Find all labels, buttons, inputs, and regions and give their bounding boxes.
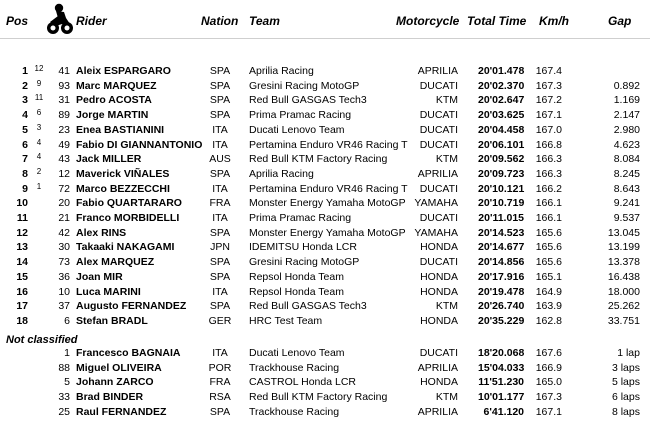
rider-name: Francesco BAGNAIA [76,347,181,359]
rider-number: 33 [58,391,70,403]
rider-number: 12 [58,168,70,180]
team: Red Bull KTM Factory Racing [249,153,388,165]
position: 3 [22,94,28,106]
header-kmh: Km/h [539,14,569,28]
header-team: Team [249,14,280,28]
team: Ducati Lenovo Team [249,124,345,136]
motorcycle: HONDA [420,376,458,388]
speed-kmh: 163.9 [535,300,562,312]
motorcycle: APRILIA [417,168,458,180]
total-time: 20'03.625 [478,109,525,121]
nation: SPA [209,94,231,106]
speed-kmh: 166.3 [535,153,562,165]
motorcycle: DUCATI [419,212,458,224]
rider-name: Pedro ACOSTA [76,94,152,106]
table-row [0,270,650,285]
team: Monster Energy Yamaha MotoGP [249,227,406,239]
total-time: 11'51.230 [478,376,524,388]
table-row [0,375,650,390]
total-time: 20'19.478 [478,286,525,298]
table-row [0,226,650,241]
speed-kmh: 167.1 [535,109,562,121]
total-time: 20'09.562 [478,153,525,165]
gap: 1.169 [613,94,640,106]
position: 12 [16,227,28,239]
position: 8 [22,168,28,180]
team: Trackhouse Racing [249,362,340,374]
grid-position: 9 [36,79,42,88]
grid-position: 4 [36,138,42,147]
total-time: 20'02.370 [478,80,525,92]
team: Gresini Racing MotoGP [249,80,360,92]
nation: ITA [212,124,228,136]
position: 6 [22,139,28,151]
nation: ITA [212,286,228,298]
rider-name: Augusto FERNANDEZ [76,300,187,312]
motorcycle: HONDA [420,241,458,253]
gap: 8 laps [611,406,640,418]
total-time: 20'02.647 [478,94,525,106]
nation: SPA [209,227,231,239]
motorcycle: HONDA [420,286,458,298]
table-row [0,314,650,329]
speed-kmh: 165.1 [535,271,562,283]
rider-name: Aleix ESPARGARO [76,65,171,77]
table-row [0,123,650,138]
grid-position: 1 [36,182,42,191]
rider-name: Fabio DI GIANNANTONIO [76,139,203,151]
rider-name: Fabio QUARTARARO [76,197,182,209]
rider-name: Takaaki NAKAGAMI [76,241,175,253]
table-row [0,196,650,211]
rider-name: Alex MARQUEZ [76,256,155,268]
header-nation: Nation [201,14,239,28]
rider-name: Maverick VIÑALES [76,168,170,180]
gap: 18.000 [607,286,640,298]
motorcycle: DUCATI [419,256,458,268]
nation: JPN [210,241,230,253]
team: Aprilia Racing [249,65,314,77]
table-row [0,79,650,94]
total-time: 20'10.719 [478,197,525,209]
team: Red Bull KTM Factory Racing [249,391,388,403]
motorcycle: YAMAHA [414,197,458,209]
speed-kmh: 165.0 [535,376,562,388]
total-time: 15'04.033 [478,362,525,374]
nation: SPA [209,168,231,180]
nation: RSA [209,391,231,403]
position: 13 [16,241,28,253]
rider-number: 23 [58,124,70,136]
position: 2 [22,80,28,92]
team: Monster Energy Yamaha MotoGP [249,197,406,209]
position: 5 [22,124,28,136]
grid-position: 6 [36,108,42,117]
rider-number: 25 [58,406,70,418]
not-classified-heading: Not classified [6,334,78,346]
grid-position: 3 [36,123,42,132]
team: Aprilia Racing [249,168,314,180]
motorcycle: DUCATI [419,109,458,121]
position: 10 [16,197,28,209]
rider-name: Jorge MARTIN [76,109,149,121]
speed-kmh: 167.0 [535,124,562,136]
nation: SPA [209,65,231,77]
table-row [0,346,650,361]
rider-name: Brad BINDER [76,391,144,403]
position: 14 [16,256,28,268]
total-time: 10'01.177 [478,391,525,403]
header-gap: Gap [608,14,632,28]
speed-kmh: 164.9 [535,286,562,298]
nation: SPA [209,109,231,121]
table-row [0,211,650,226]
grid-position: 2 [36,167,42,176]
speed-kmh: 167.2 [535,94,562,106]
team: CASTROL Honda LCR [249,376,356,388]
speed-kmh: 166.9 [535,362,562,374]
table-row [0,138,650,153]
table-row [0,361,650,376]
rider-number: 30 [58,241,70,253]
header-total-time: Total Time [467,14,527,28]
motorcycle: YAMAHA [414,227,458,239]
table-row [0,167,650,182]
position: 1 [22,65,28,77]
motorcycle: KTM [435,153,458,165]
gap: 3 laps [611,362,640,374]
grid-position: 11 [34,93,44,102]
nation: SPA [209,271,231,283]
position: 11 [16,212,28,224]
team: Red Bull GASGAS Tech3 [249,300,367,312]
total-time: 18'20.068 [478,347,525,359]
nation: ITA [212,139,228,151]
rider-name: Joan MIR [76,271,123,283]
table-row [0,299,650,314]
team: Gresini Racing MotoGP [249,256,360,268]
header-motorcycle: Motorcycle [396,14,460,28]
rider-name: Miguel OLIVEIRA [76,362,162,374]
rider-number: 42 [58,227,70,239]
gap: 8.084 [613,153,640,165]
gap: 2.147 [613,109,640,121]
rider-number: 72 [58,183,70,195]
header-pos: Pos [6,14,29,28]
rider-number: 6 [64,315,70,327]
gap: 16.438 [607,271,640,283]
rider-name: Marc MARQUEZ [76,80,157,92]
motorcycle: DUCATI [419,80,458,92]
table-row [0,240,650,255]
nation: SPA [209,300,231,312]
gap: 13.199 [607,241,640,253]
total-time: 20'17.916 [478,271,525,283]
rider-name: Luca MARINI [76,286,141,298]
team: Prima Pramac Racing [249,109,352,121]
gap: 8.245 [613,168,640,180]
table-row [0,255,650,270]
motorcycle: DUCATI [419,139,458,151]
gap: 9.241 [613,197,640,209]
table-row [0,405,650,420]
speed-kmh: 162.8 [535,315,562,327]
table-row [0,390,650,405]
motorcycle: DUCATI [419,124,458,136]
gap: 4.623 [613,139,640,151]
table-row [0,108,650,123]
speed-kmh: 165.6 [535,256,562,268]
speed-kmh: 166.2 [535,183,562,195]
total-time: 20'26.740 [478,300,525,312]
team: HRC Test Team [249,315,323,327]
total-time: 6'41.120 [483,406,524,418]
motorcycle: HONDA [420,315,458,327]
grid-position: 4 [36,152,42,161]
position: 15 [16,271,28,283]
nation: POR [208,362,232,374]
nation: FRA [209,197,231,209]
rider-number: 37 [58,300,70,312]
gap: 0.892 [613,80,640,92]
gap: 13.045 [607,227,640,239]
nation: AUS [209,153,231,165]
team: IDEMITSU Honda LCR [249,241,357,253]
total-time: 20'10.121 [478,183,525,195]
rider-number: 41 [58,65,70,77]
gap: 33.751 [607,315,640,327]
nation: GER [208,315,232,327]
motorcycle: KTM [435,391,458,403]
total-time: 20'04.458 [478,124,525,136]
total-time: 20'06.101 [478,139,525,151]
rider-name: Johann ZARCO [76,376,154,388]
total-time: 20'14.523 [478,227,525,239]
team: Repsol Honda Team [249,286,344,298]
rider-name: Jack MILLER [76,153,142,165]
rider-number: 43 [58,153,70,165]
table-row [0,285,650,300]
rider-number: 89 [58,109,70,121]
grid-position: 12 [34,64,44,73]
gap: 13.378 [607,256,640,268]
motorcycle: APRILIA [417,65,458,77]
gap: 8.643 [613,183,640,195]
rider-name: Marco BEZZECCHI [76,183,170,195]
team: Trackhouse Racing [249,406,340,418]
nation: ITA [212,212,228,224]
motorcycle: DUCATI [419,347,458,359]
gap: 1 lap [617,347,640,359]
speed-kmh: 167.6 [535,347,562,359]
gap: 6 laps [611,391,640,403]
team: Pertamina Enduro VR46 Racing T [249,183,408,195]
motorcycle: KTM [435,300,458,312]
speed-kmh: 166.3 [535,168,562,180]
team: Repsol Honda Team [249,271,344,283]
team: Pertamina Enduro VR46 Racing T [249,139,408,151]
nation: SPA [209,406,231,418]
rider-number: 49 [58,139,70,151]
motorcycle: KTM [435,94,458,106]
total-time: 20'01.478 [478,65,525,77]
position: 4 [22,109,28,121]
speed-kmh: 166.1 [535,197,562,209]
speed-kmh: 165.6 [535,241,562,253]
speed-kmh: 166.8 [535,139,562,151]
position: 9 [22,183,28,195]
rider-number: 36 [58,271,70,283]
total-time: 20'09.723 [478,168,525,180]
speed-kmh: 167.3 [535,391,562,403]
rider-number: 20 [58,197,70,209]
nation: SPA [209,256,231,268]
nation: FRA [209,376,231,388]
table-row [0,152,650,167]
rider-name: Stefan BRADL [76,315,148,327]
rider-number: 21 [58,212,70,224]
gap: 9.537 [613,212,640,224]
total-time: 20'14.856 [478,256,525,268]
total-time: 20'14.677 [478,241,525,253]
table-row [0,93,650,108]
table-row [0,64,650,79]
rider-name: Franco MORBIDELLI [76,212,180,224]
motorcycle: HONDA [420,271,458,283]
rider-name: Alex RINS [76,227,127,239]
team: Ducati Lenovo Team [249,347,345,359]
speed-kmh: 165.6 [535,227,562,239]
total-time: 20'35.229 [478,315,525,327]
position: 18 [16,315,28,327]
rider-number: 88 [58,362,70,374]
rider-number: 5 [64,376,70,388]
table-row [0,182,650,197]
rider-number: 93 [58,80,70,92]
rider-number: 31 [58,94,70,106]
position: 7 [22,153,28,165]
motorcycle: DUCATI [419,183,458,195]
rider-number: 73 [58,256,70,268]
motorcycle: APRILIA [417,406,458,418]
speed-kmh: 167.3 [535,80,562,92]
motorcycle: APRILIA [417,362,458,374]
rider-name: Raul FERNANDEZ [76,406,167,418]
speed-kmh: 166.1 [535,212,562,224]
position: 17 [16,300,28,312]
gap: 5 laps [611,376,640,388]
nation: SPA [209,80,231,92]
speed-kmh: 167.4 [535,65,562,77]
gap: 25.262 [607,300,640,312]
nation: ITA [212,183,228,195]
team: Prima Pramac Racing [249,212,352,224]
team: Red Bull GASGAS Tech3 [249,94,367,106]
rider-number: 1 [64,347,70,359]
header-rider: Rider [76,14,107,28]
position: 16 [16,286,28,298]
speed-kmh: 167.1 [535,406,562,418]
gap: 2.980 [613,124,640,136]
rider-number: 10 [58,286,70,298]
rider-name: Enea BASTIANINI [76,124,165,136]
nation: ITA [212,347,228,359]
total-time: 20'11.015 [478,212,524,224]
